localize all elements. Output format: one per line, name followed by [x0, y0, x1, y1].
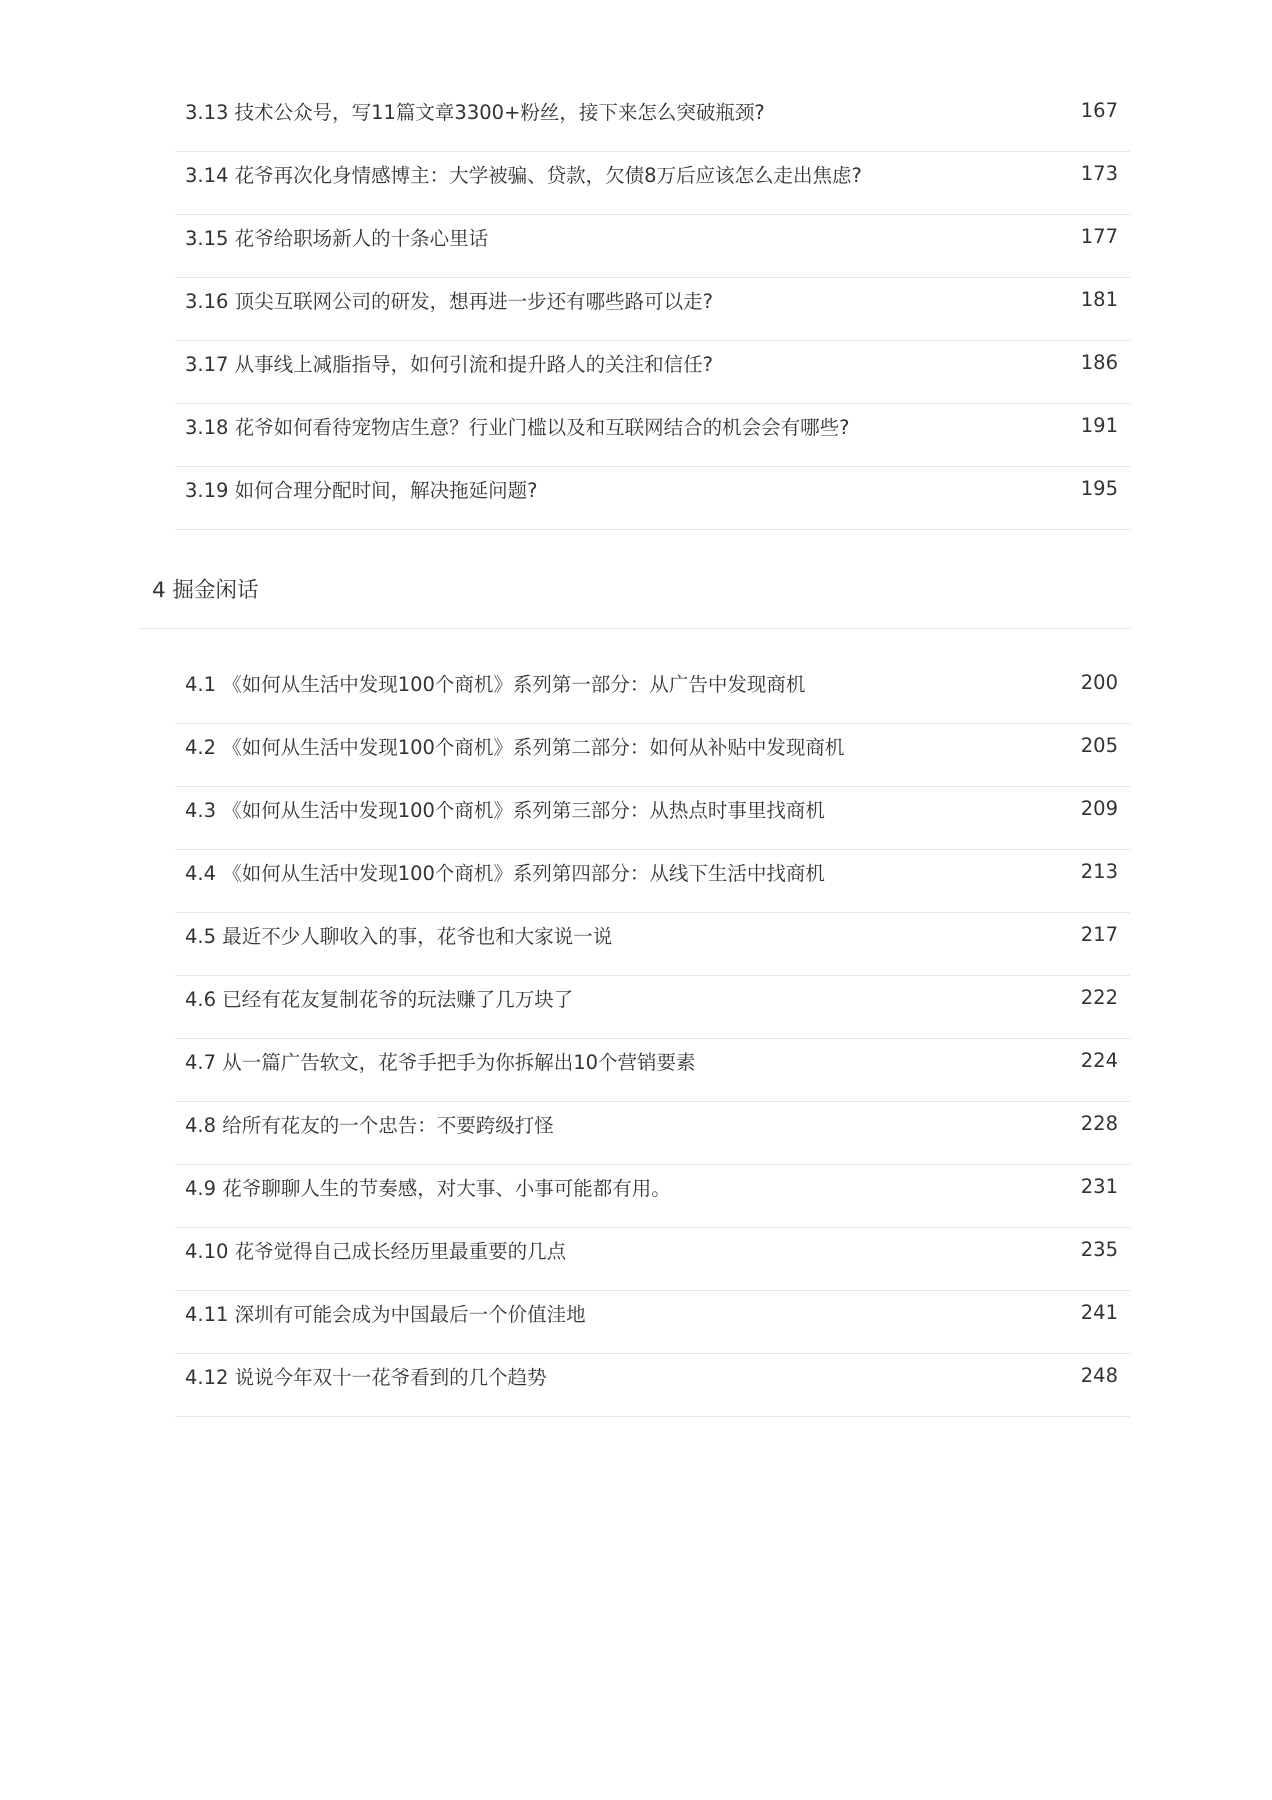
toc-entry-page-number: 209	[1080, 797, 1118, 820]
toc-entry-page-number: 235	[1080, 1238, 1118, 1261]
toc-entry-title: 4.4 《如何从生活中发现100个商机》系列第四部分：从线下生活中找商机	[185, 862, 825, 885]
toc-entry-title: 3.15 花爷给职场新人的十条心里话	[185, 227, 489, 250]
toc-entry[interactable]	[175, 1165, 1130, 1228]
toc-entry-title: 3.16 顶尖互联网公司的研发，想再进一步还有哪些路可以走?	[185, 290, 713, 313]
toc-entry[interactable]	[175, 661, 1130, 724]
toc-entry[interactable]	[175, 1354, 1130, 1417]
toc-entry-title: 4.2 《如何从生活中发现100个商机》系列第二部分：如何从补贴中发现商机	[185, 736, 845, 759]
toc-entry-title: 3.17 从事线上减脂指导，如何引流和提升路人的关注和信任?	[185, 353, 713, 376]
section-heading-text: 4 掘金闲话	[152, 578, 259, 603]
toc-entry-title: 4.1 《如何从生活中发现100个商机》系列第一部分：从广告中发现商机	[185, 673, 806, 696]
toc-entry-page-number: 200	[1080, 671, 1118, 694]
toc-entry-page-number: 228	[1080, 1112, 1118, 1135]
toc-entry-title: 4.11 深圳有可能会成为中国最后一个价值洼地	[185, 1303, 586, 1326]
toc-entry-title: 4.7 从一篇广告软文，花爷手把手为你拆解出10个营销要素	[185, 1051, 696, 1074]
toc-entry-title: 4.8 给所有花友的一个忠告：不要跨级打怪	[185, 1114, 554, 1137]
toc-entry-page-number: 213	[1080, 860, 1118, 883]
toc-entry[interactable]	[175, 215, 1130, 278]
toc-entry[interactable]	[175, 341, 1130, 404]
toc-entry-title: 3.14 花爷再次化身情感博主：大学被骗、贷款，欠债8万后应该怎么走出焦虑?	[185, 164, 862, 187]
toc-section-4	[175, 661, 1130, 1417]
toc-entry-page-number: 186	[1080, 351, 1118, 374]
toc-entry[interactable]	[175, 976, 1130, 1039]
toc-entry[interactable]	[175, 1291, 1130, 1354]
toc-entry[interactable]	[175, 1102, 1130, 1165]
toc-entry[interactable]	[175, 89, 1130, 152]
toc-entry-title: 4.3 《如何从生活中发现100个商机》系列第三部分：从热点时事里找商机	[185, 799, 825, 822]
toc-entry-page-number: 217	[1080, 923, 1118, 946]
toc-entry[interactable]	[175, 724, 1130, 787]
toc-section-3-continued	[175, 89, 1130, 530]
toc-entry-title: 4.6 已经有花友复制花爷的玩法赚了几万块了	[185, 988, 574, 1011]
toc-entry-title: 3.19 如何合理分配时间，解决拖延问题?	[185, 479, 538, 502]
toc-entry[interactable]	[175, 467, 1130, 530]
toc-entry-page-number: 205	[1080, 734, 1118, 757]
toc-entry-page-number: 231	[1080, 1175, 1118, 1198]
toc-entry-page-number: 222	[1080, 986, 1118, 1009]
toc-entry-title: 4.10 花爷觉得自己成长经历里最重要的几点	[185, 1240, 567, 1263]
toc-entry-page-number: 177	[1080, 225, 1118, 248]
toc-entry[interactable]	[175, 913, 1130, 976]
toc-entry-page-number: 181	[1080, 288, 1118, 311]
toc-entry-title: 4.12 说说今年双十一花爷看到的几个趋势	[185, 1366, 547, 1389]
toc-entry[interactable]	[175, 850, 1130, 913]
toc-entry-title: 3.13 技术公众号，写11篇文章3300+粉丝，接下来怎么突破瓶颈?	[185, 101, 765, 124]
toc-entry[interactable]	[175, 152, 1130, 215]
toc-entry[interactable]	[175, 787, 1130, 850]
toc-entry[interactable]	[175, 1039, 1130, 1102]
toc-entry-page-number: 241	[1080, 1301, 1118, 1324]
toc-entry-title: 3.18 花爷如何看待宠物店生意？行业门槛以及和互联网结合的机会会有哪些?	[185, 416, 850, 439]
toc-entry-page-number: 167	[1080, 99, 1118, 122]
toc-entry-page-number: 173	[1080, 162, 1118, 185]
toc-entry-page-number: 191	[1080, 414, 1118, 437]
toc-entry-page-number: 224	[1080, 1049, 1118, 1072]
toc-entry[interactable]	[175, 278, 1130, 341]
toc-entry-page-number: 248	[1080, 1364, 1118, 1387]
toc-entry[interactable]	[175, 404, 1130, 467]
toc-section-heading[interactable]	[140, 568, 1130, 629]
toc-entry[interactable]	[175, 1228, 1130, 1291]
toc-entry-title: 4.9 花爷聊聊人生的节奏感，对大事、小事可能都有用。	[185, 1177, 671, 1200]
toc-entry-title: 4.5 最近不少人聊收入的事，花爷也和大家说一说	[185, 925, 613, 948]
toc-entry-page-number: 195	[1080, 477, 1118, 500]
